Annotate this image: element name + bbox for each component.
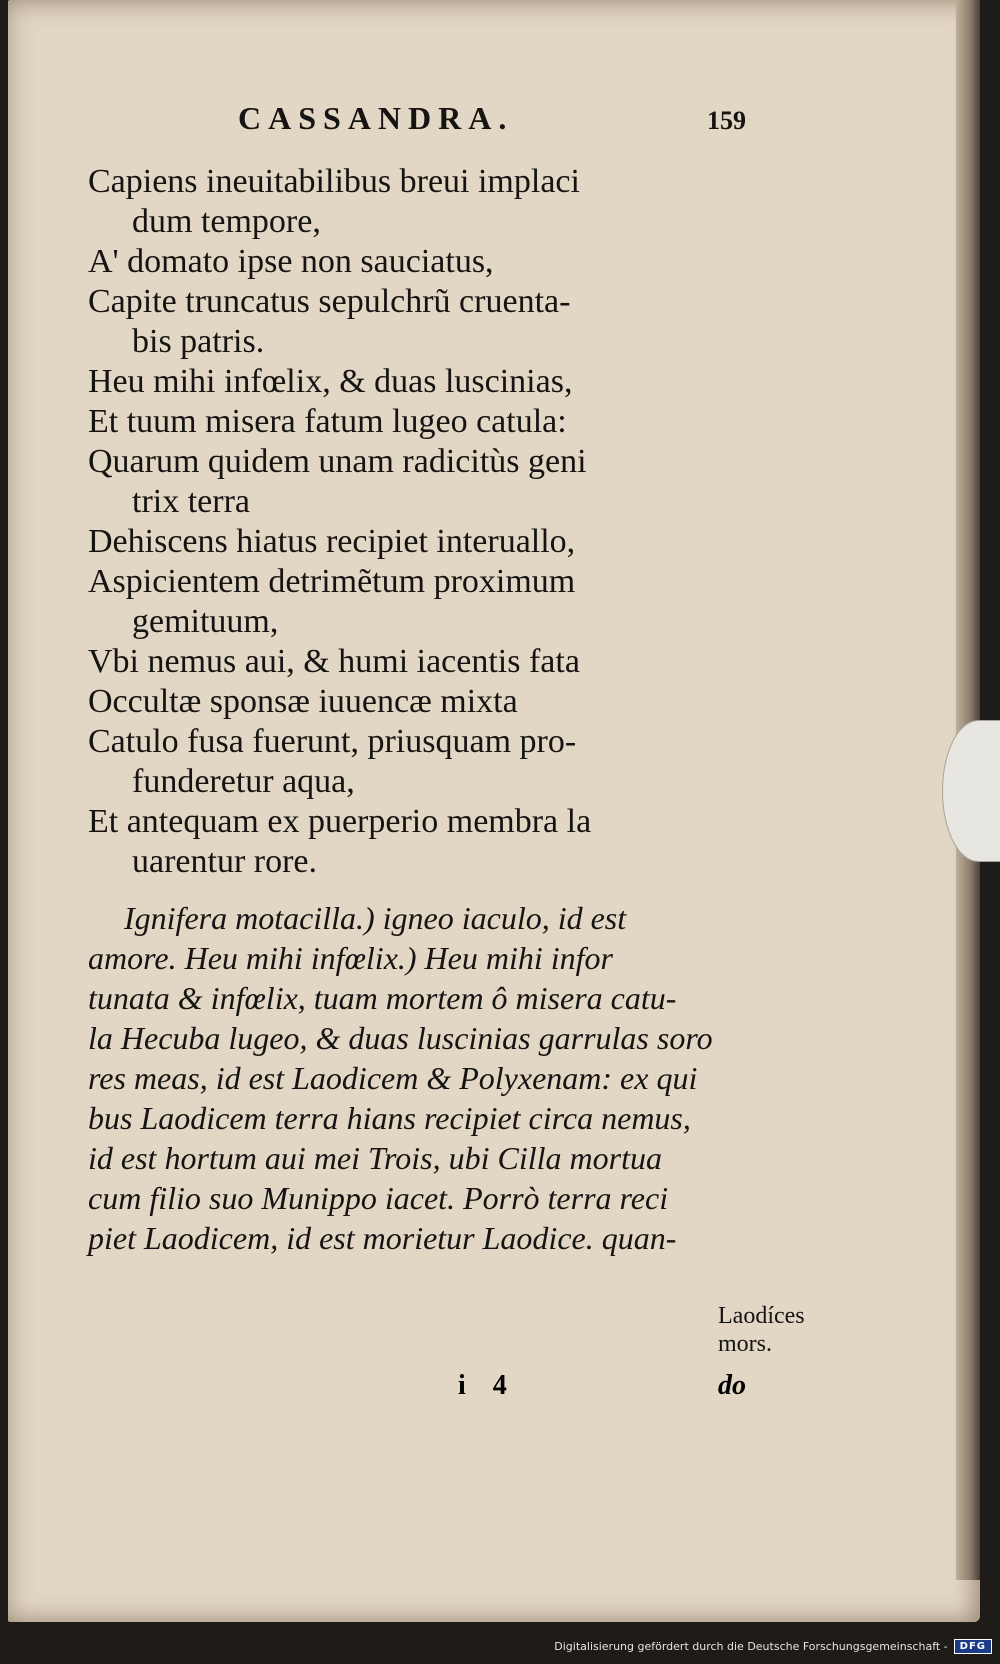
verse-line: Capite truncatus sepulchrũ cruenta- (88, 283, 571, 320)
commentary-line: piet Laodicem, id est morietur Laodice. quan- (88, 1220, 677, 1256)
verse-line: funderetur aqua, (132, 763, 355, 800)
marginal-note-line: Laodíces (718, 1303, 805, 1329)
verse-line: trix terra (132, 483, 250, 520)
commentary-line: bus Laodicem terra hians recipiet circa nemus, (88, 1100, 691, 1136)
text-block (88, 100, 746, 1258)
marginal-note-line: mors. (718, 1331, 772, 1357)
verse-line: Et tuum misera fatum lugeo catula: (88, 403, 567, 440)
verse-line: A' domato ipse non sauciatus, (88, 243, 494, 280)
verse-line: gemituum, (132, 603, 279, 640)
digitization-banner (554, 1639, 992, 1654)
page-number: 159 (707, 106, 746, 135)
page-header (88, 100, 746, 162)
commentary-line: tunata & infœlix, tuam mortem ô misera catu- (88, 980, 677, 1016)
commentary-line: la Hecuba lugeo, & duas luscinias garrulas soro (88, 1020, 713, 1056)
commentary-line: cum filio suo Munippo iacet. Porrò terra reci (88, 1180, 669, 1216)
verse-section (88, 162, 728, 882)
signature-mark: i 4 (458, 1370, 517, 1401)
catchword: do (718, 1370, 746, 1401)
commentary-line: id est hortum aui mei Trois, ubi Cilla mortua (88, 1140, 662, 1176)
verse-line: Capiens ineuitabilibus breui implaci (88, 163, 580, 200)
verse-line: Et antequam ex puerperio membra la (88, 803, 592, 840)
verse-line: Catulo fusa fuerunt, priusquam pro- (88, 723, 577, 760)
commentary-section (88, 898, 728, 1258)
bookmark-tab (942, 720, 1000, 862)
verse-line: uarentur rore. (132, 843, 318, 880)
signature-line (88, 1370, 746, 1406)
verse-line: dum tempore, (132, 203, 321, 240)
verse-line: Occultæ sponsæ iuuencæ mixta (88, 683, 518, 720)
commentary-line: Ignifera motacilla.) igneo iaculo, id est (124, 900, 627, 936)
verse-line: Aspicientem detrimẽtum proximum (88, 563, 576, 600)
book-page (8, 0, 980, 1622)
verse-line: bis patris. (132, 323, 265, 360)
marginal-note (718, 1302, 805, 1358)
banner-text: Digitalisierung gefördert durch die Deutsche Forschungsgemeinschaft - (554, 1640, 948, 1653)
commentary-line: amore. Heu mihi infœlix.) Heu mihi infor (88, 940, 613, 976)
verse-line: Vbi nemus aui, & humi iacentis fata (88, 643, 580, 680)
verse-line: Heu mihi infœlix, & duas luscinias, (88, 363, 573, 400)
commentary-line: res meas, id est Laodicem & Polyxenam: ex qui (88, 1060, 698, 1096)
verse-line: Dehiscens hiatus recipiet interuallo, (88, 523, 576, 560)
dfg-logo-icon: DFG (954, 1639, 992, 1654)
verse-line: Quarum quidem unam radicitùs geni (88, 443, 587, 480)
running-head: CASSANDRA. (238, 100, 514, 136)
